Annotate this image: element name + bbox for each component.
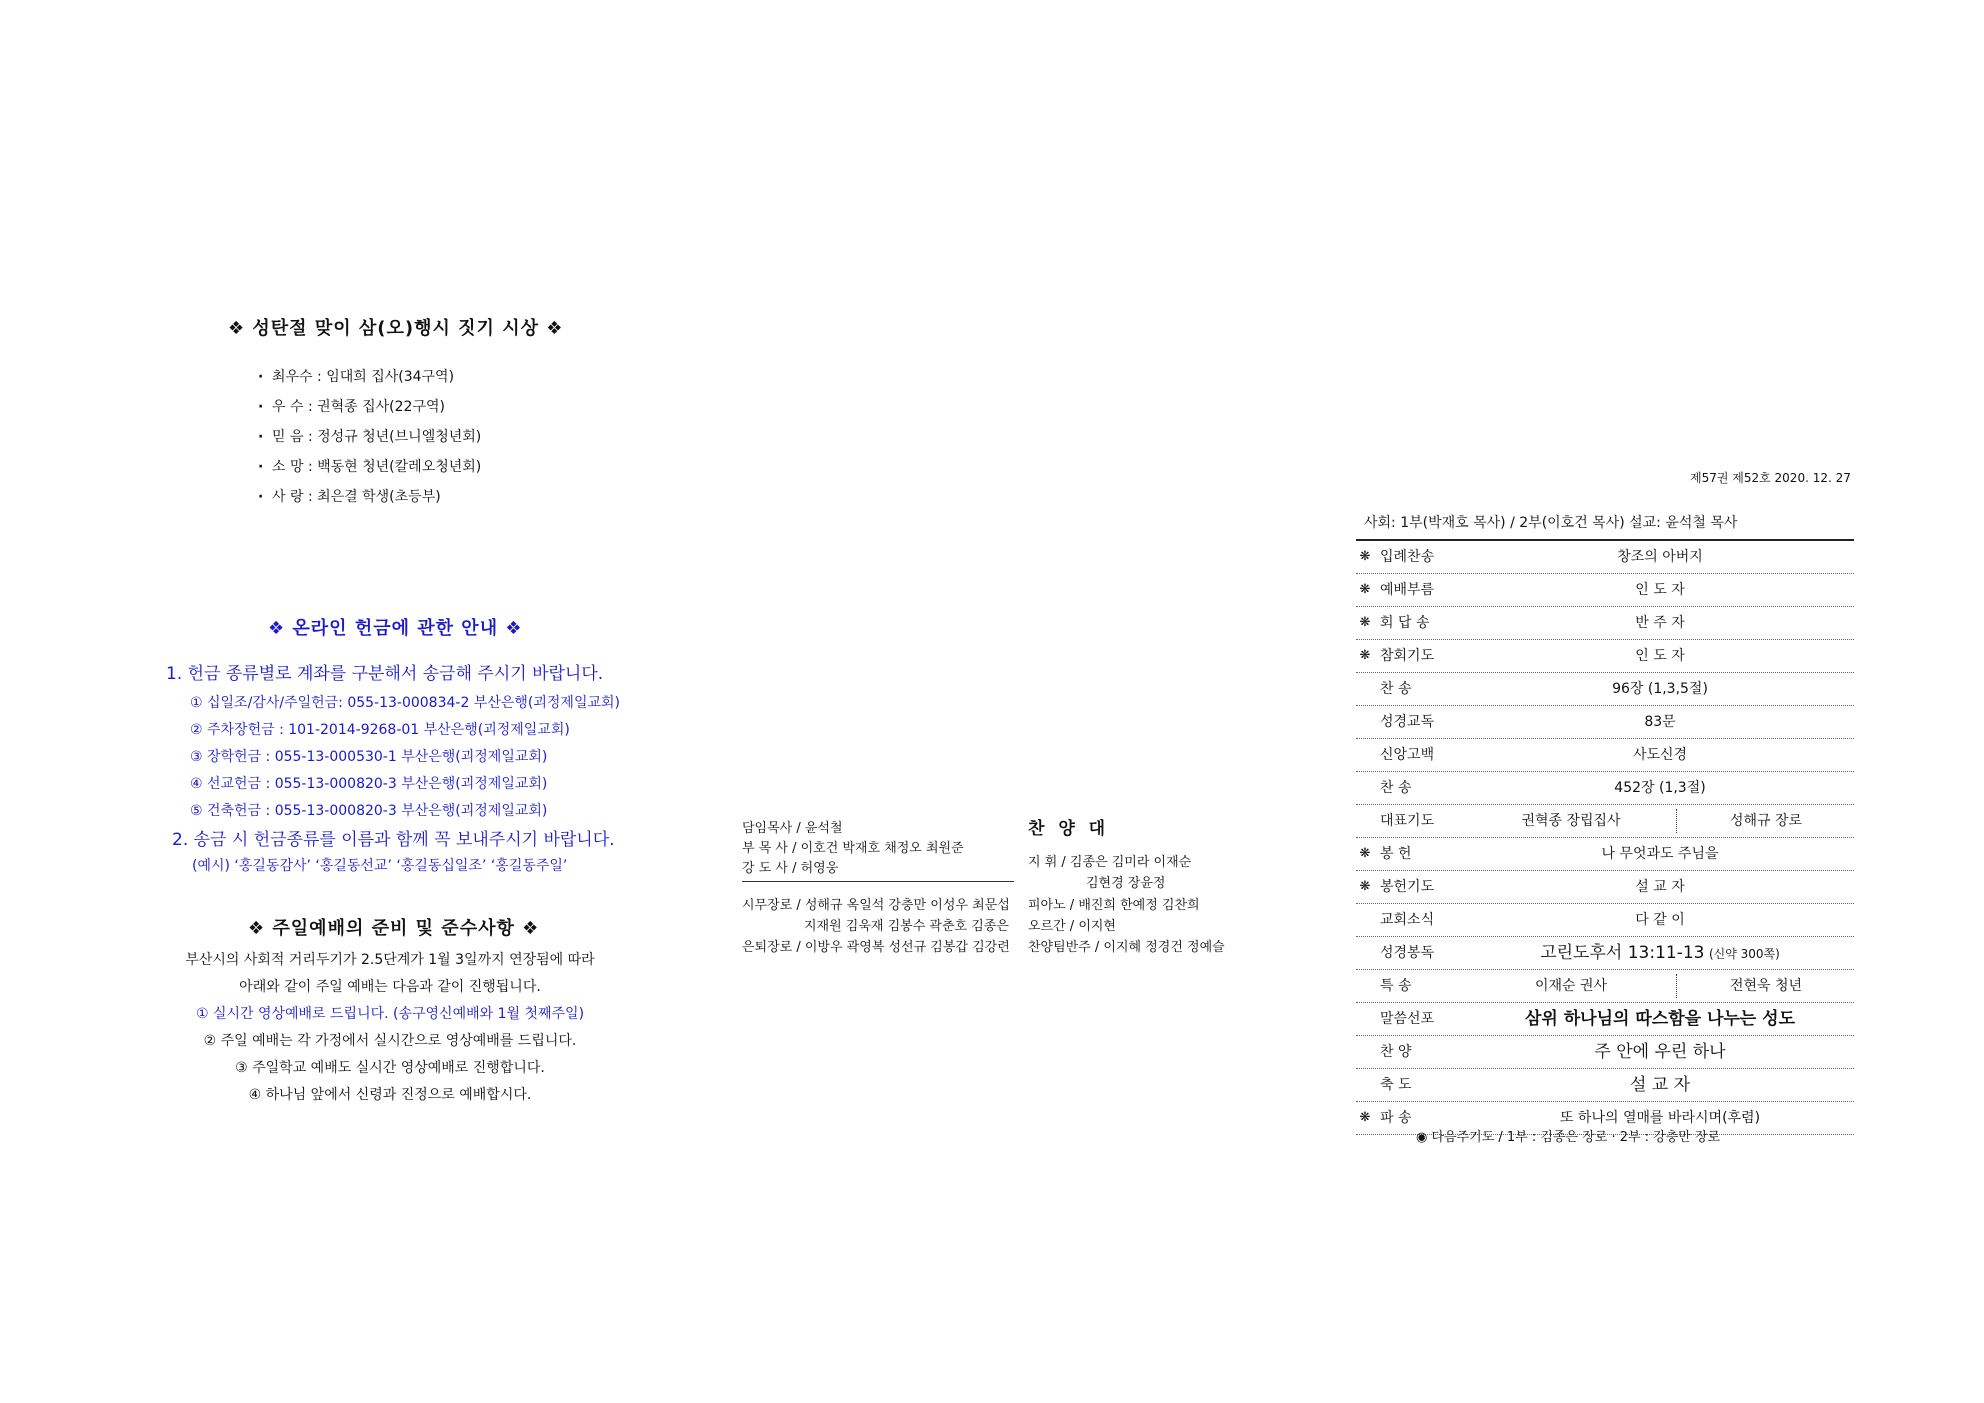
- account-item: ① 십일조/감사/주일헌금: 055-13-000834-2 부산은행(괴정제일교회): [190, 695, 620, 711]
- order-row: [1356, 1036, 1854, 1069]
- standing-mark-icon: ❋: [1359, 582, 1371, 597]
- order-row: [1356, 1069, 1854, 1102]
- account-item: ⑤ 건축헌금 : 055-13-000820-3 부산은행(괴정제일교회): [190, 803, 548, 819]
- standing-mark-icon: ❋: [1359, 879, 1371, 894]
- standing-mark-icon: ❋: [1359, 648, 1371, 663]
- order-row: [1356, 673, 1854, 706]
- associate-pastors: 부 목 사 / 이호건 박재호 채정오 최원준: [742, 841, 964, 856]
- standing-mark-icon: ❋: [1359, 1110, 1371, 1125]
- order-value: 인 도 자: [1635, 582, 1685, 598]
- order-value-second: 전현욱 청년: [1729, 978, 1803, 994]
- choir-conductors: 지 휘 / 김종은 김미라 이재순: [1028, 855, 1192, 870]
- order-label: 봉 헌: [1380, 846, 1412, 862]
- order-value: 452장 (1,3절): [1614, 780, 1706, 796]
- order-value: 사도신경: [1632, 747, 1688, 763]
- online-heading-1: 1. 헌금 종류별로 계좌를 구분해서 송금해 주시기 바랍니다.: [166, 664, 604, 684]
- order-label: 신앙고백: [1380, 747, 1435, 763]
- order-label: 찬 송: [1380, 681, 1412, 697]
- order-label: 성경교독: [1380, 714, 1435, 730]
- order-value: 나 무엇과도 주님을: [1601, 846, 1719, 862]
- order-row: [1356, 871, 1854, 904]
- order-label: 봉헌기도: [1380, 879, 1435, 895]
- standing-mark-icon: ❋: [1359, 615, 1371, 630]
- order-value: 또 하나의 열매를 바라시며(후렴): [1559, 1110, 1761, 1126]
- award-list: [258, 362, 481, 512]
- order-row: [1356, 739, 1854, 772]
- order-row: [1356, 706, 1854, 739]
- order-label: 축 도: [1380, 1077, 1412, 1093]
- order-label: 파 송: [1380, 1110, 1412, 1126]
- sunday-item: ③ 주일학교 예배도 실시간 영상예배로 진행합니다.: [235, 1060, 545, 1076]
- order-row: [1356, 904, 1854, 937]
- sunday-worship-title: ❖ 주일예배의 준비 및 준수사항 ❖: [248, 918, 540, 939]
- order-label: 말씀선포: [1380, 1011, 1435, 1027]
- standing-mark-icon: ❋: [1359, 846, 1371, 861]
- standing-mark-icon: ❋: [1359, 549, 1371, 564]
- account-item: ④ 선교헌금 : 055-13-000820-3 부산은행(괴정제일교회): [190, 776, 548, 792]
- sunday-item: ① 실시간 영상예배로 드립니다. (송구영신예배와 1월 첫째주일): [195, 1006, 585, 1022]
- order-value: 반 주 자: [1635, 615, 1685, 631]
- choir-organ: 오르간 / 이지현: [1028, 919, 1116, 934]
- order-row: [1356, 574, 1854, 607]
- next-prayer-notice: ◉ 다음주기도 / 1부 : 김종은 장로 · 2부 : 강충만 장로: [1416, 1130, 1721, 1145]
- order-value-first: 이재순 권사: [1534, 978, 1608, 994]
- order-value-first: 권혁종 장립집사: [1521, 813, 1621, 829]
- senior-pastor: 담임목사 / 윤석철: [742, 821, 843, 836]
- award-item: · 소 망 : 백동현 청년(칼레오청년회): [258, 452, 481, 482]
- account-item: ② 주차장헌금 : 101-2014-9268-01 부산은행(괴정제일교회): [190, 722, 570, 738]
- elders: 시무장로 / 성해규 옥일석 강충만 이성우 최문섭: [742, 898, 1010, 913]
- order-label: 성경봉독: [1380, 945, 1435, 961]
- order-value: 설 교 자: [1635, 879, 1685, 895]
- award-item: · 우 수 : 권혁종 집사(22구역): [258, 392, 481, 422]
- online-heading-2: 2. 송금 시 헌금종류를 이름과 함께 꼭 보내주시기 바랍니다.: [172, 830, 615, 850]
- order-value: [1466, 937, 1854, 970]
- order-label: 찬 송: [1380, 780, 1412, 796]
- order-row: [1356, 805, 1854, 838]
- order-row: [1356, 970, 1854, 1003]
- order-label: 예배부름: [1380, 582, 1435, 598]
- issue-number: 제57권 제52호 2020. 12. 27: [1690, 471, 1851, 485]
- evangelist: 강 도 사 / 허영웅: [742, 861, 839, 876]
- order-value: 인 도 자: [1635, 648, 1685, 664]
- order-label: 찬 양: [1380, 1044, 1412, 1060]
- choir-conductors-cont: 김현경 장윤정: [1086, 876, 1166, 891]
- scripture-page: (신약 300쪽): [1708, 947, 1780, 961]
- order-label: 입례찬송: [1380, 549, 1435, 565]
- sunday-intro: 아래와 같이 주일 예배는 다음과 같이 진행됩니다.: [239, 979, 541, 995]
- scripture-reference: 고린도후서 13:11-13: [1540, 943, 1705, 963]
- order-row: [1356, 937, 1854, 970]
- order-split-divider: [1676, 974, 1677, 998]
- order-value: 다 같 이: [1635, 912, 1685, 928]
- award-item: · 사 랑 : 최은결 학생(초등부): [258, 482, 481, 512]
- order-value-second: 성해규 장로: [1729, 813, 1803, 829]
- online-offering-title: ❖ 온라인 헌금에 관한 안내 ❖: [268, 618, 523, 639]
- choir-band: 찬양팀반주 / 이지혜 정경건 정예슬: [1028, 940, 1225, 955]
- choir-title: 찬 양 대: [1028, 819, 1110, 839]
- sermon-title: 삼위 하나님의 따스함을 나누는 성도: [1524, 1009, 1795, 1029]
- order-label: 대표기도: [1380, 813, 1435, 829]
- order-row: [1356, 1003, 1854, 1036]
- order-label: 회 답 송: [1380, 615, 1430, 631]
- order-row: [1356, 607, 1854, 640]
- award-title: ❖ 성탄절 맞이 삼(오)행시 짓기 시상 ❖: [228, 318, 564, 339]
- order-value: 설 교 자: [1629, 1075, 1691, 1095]
- choir-piano: 피아노 / 배진희 한예정 김찬희: [1028, 898, 1200, 913]
- order-row: [1356, 541, 1854, 574]
- order-label: 교회소식: [1380, 912, 1435, 928]
- account-item: ③ 장학헌금 : 055-13-000530-1 부산은행(괴정제일교회): [190, 749, 548, 765]
- award-item: · 믿 음 : 정성규 청년(브니엘청년회): [258, 422, 481, 452]
- order-value: 83문: [1644, 714, 1676, 730]
- order-value: 창조의 아버지: [1617, 549, 1703, 565]
- order-label: 참회기도: [1380, 648, 1435, 664]
- order-value: 96장 (1,3,5절): [1612, 681, 1708, 697]
- order-row: [1356, 640, 1854, 673]
- retired-elders: 은퇴장로 / 이방우 곽영복 성선규 김봉갑 김강련: [742, 940, 1010, 955]
- order-of-worship: [1356, 541, 1854, 1135]
- sunday-intro: 부산시의 사회적 거리두기가 2.5단계가 1월 3일까지 연장됨에 따라: [185, 952, 595, 968]
- elders-cont: 지재원 김욱재 김봉수 곽춘호 김종은: [804, 919, 1009, 934]
- order-split-divider: [1676, 809, 1677, 833]
- order-value: 주 안에 우린 하나: [1594, 1042, 1726, 1062]
- order-label: 특 송: [1380, 978, 1412, 994]
- order-row: [1356, 838, 1854, 871]
- sunday-item: ② 주일 예배는 각 가정에서 실시간으로 영상예배를 드립니다.: [203, 1033, 577, 1049]
- sunday-item: ④ 하나님 앞에서 신령과 진정으로 예배합시다.: [248, 1087, 532, 1103]
- service-leaders: 사회: 1부(박재호 목사) / 2부(이호건 목사) 설교: 윤석철 목사: [1364, 515, 1738, 531]
- award-item: · 최우수 : 임대희 집사(34구역): [258, 362, 481, 392]
- online-example: (예시) ‘홍길동감사’ ‘홍길동선교’ ‘홍길동십일조’ ‘홍길동주일’: [192, 858, 568, 874]
- order-row: [1356, 772, 1854, 805]
- staff-divider: [742, 881, 1014, 882]
